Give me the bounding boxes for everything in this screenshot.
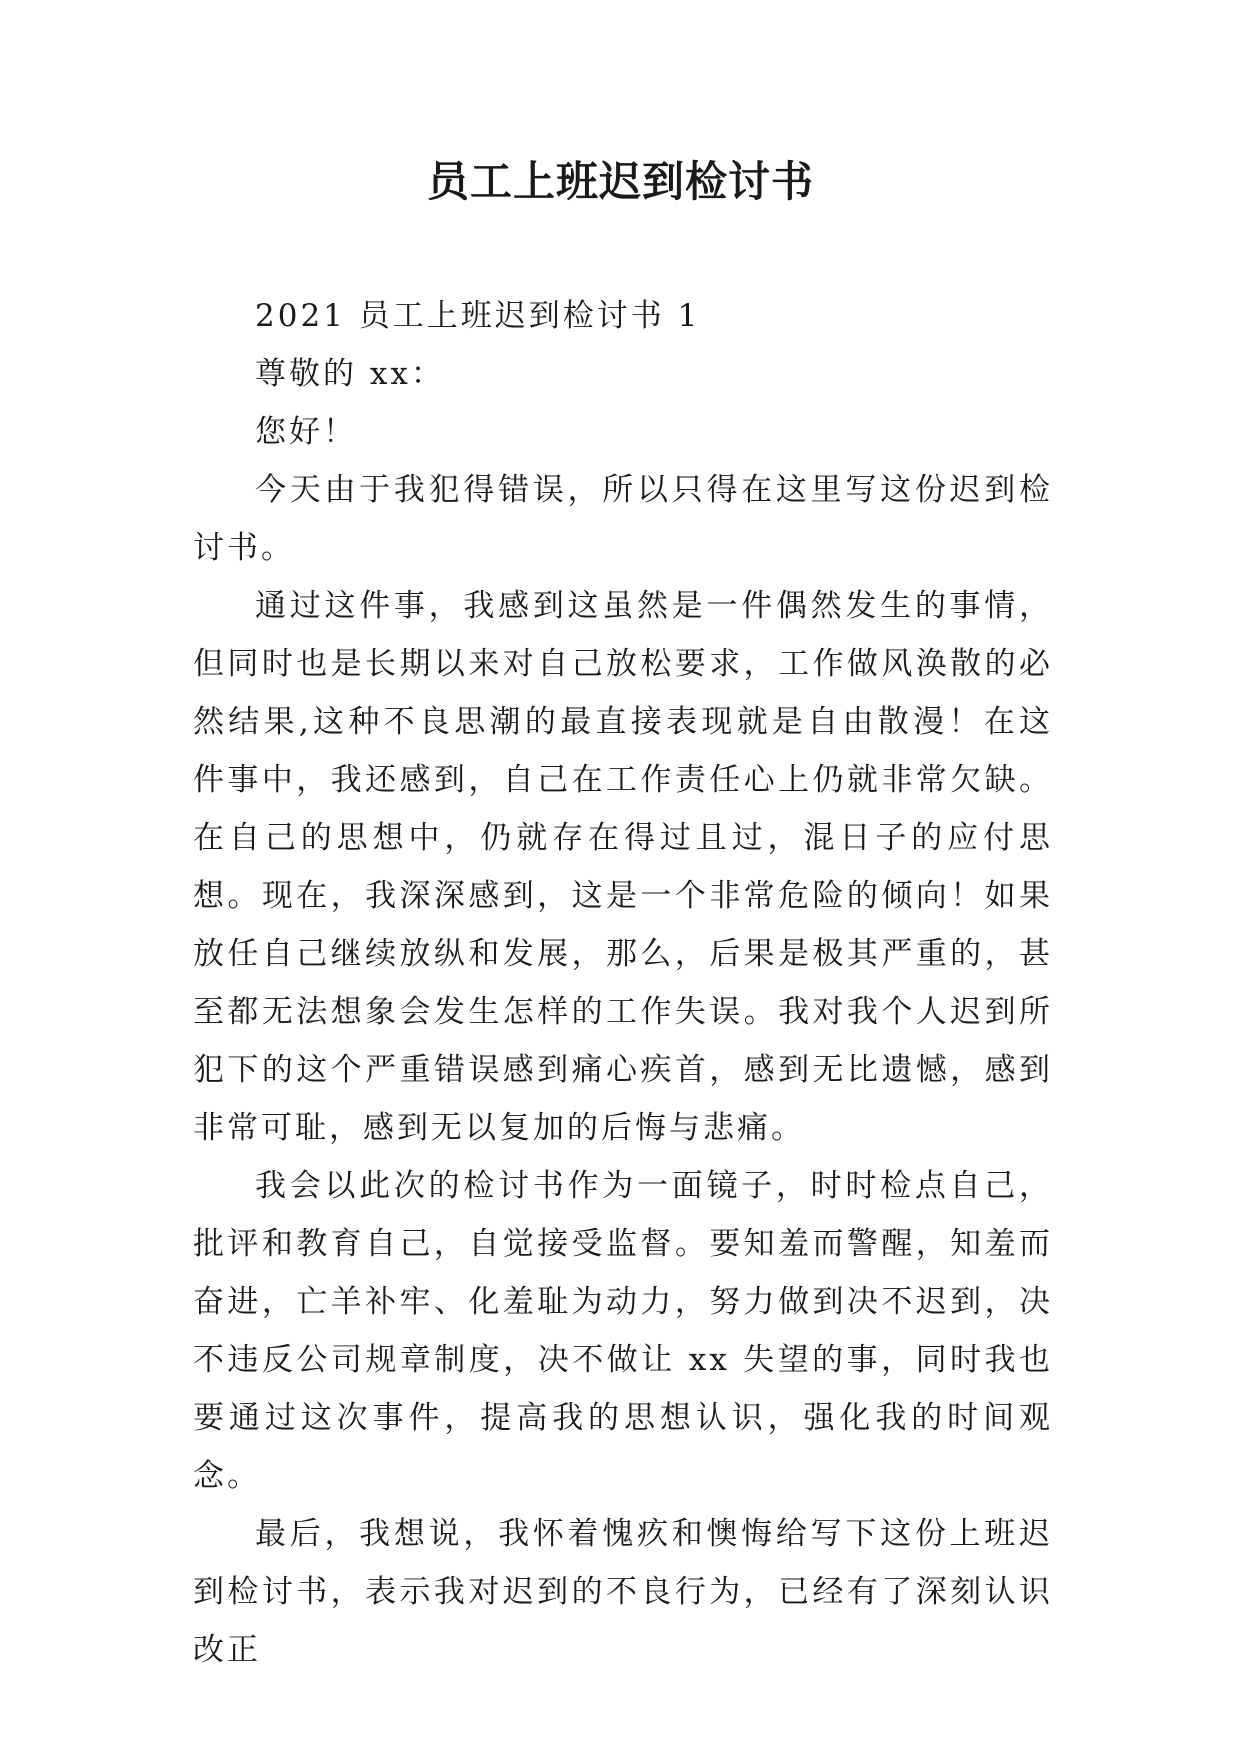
document-body: [193, 287, 1053, 1679]
paragraph-greeting: 您好！: [255, 414, 357, 450]
paragraph-salutation: 尊敬的 xx：: [255, 356, 445, 392]
paragraph-heading: 2021 员工上班迟到检讨书 1: [255, 298, 701, 334]
paragraph-1: 今天由于我犯得错误，所以只得在这里写这份迟到检讨书。: [193, 472, 1053, 566]
paragraph-3: 我会以此次的检讨书作为一面镜子，时时检点自己，批评和教育自己，自觉接受监督。要知羞而警醒，知羞而奋进，亡羊补牢、化羞耻为动力，努力做到决不迟到，决不违反公司规章制度，决不做让 xx 失望的事，同时我也要通过这次事件，提高我的思想认识，强化我的时间观念。: [193, 1168, 1053, 1494]
document-title: 员工上班迟到检讨书: [426, 157, 814, 206]
paragraph-2: 通过这件事，我感到这虽然是一件偶然发生的事情，但同时也是长期以来对自己放松要求，工作做风涣散的必然结果,这种不良思潮的最直接表现就是自由散漫！在这件事中，我还感到，自己在工作责任心上仍就非常欠缺。在自己的思想中，仍就存在得过且过，混日子的应付思想。现在，我深深感到，这是一个非常危险的倾向！如果放任自己继续放纵和发展，那么，后果是极其严重的，甚至都无法想象会发生怎样的工作失误。我对我个人迟到所犯下的这个严重错误感到痛心疾首，感到无比遗憾，感到非常可耻，感到无以复加的后悔与悲痛。: [193, 588, 1053, 1146]
paragraph-4: 最后，我想说，我怀着愧疚和懊悔给写下这份上班迟到检讨书，表示我对迟到的不良行为，已经有了深刻认识改正: [193, 1516, 1053, 1668]
